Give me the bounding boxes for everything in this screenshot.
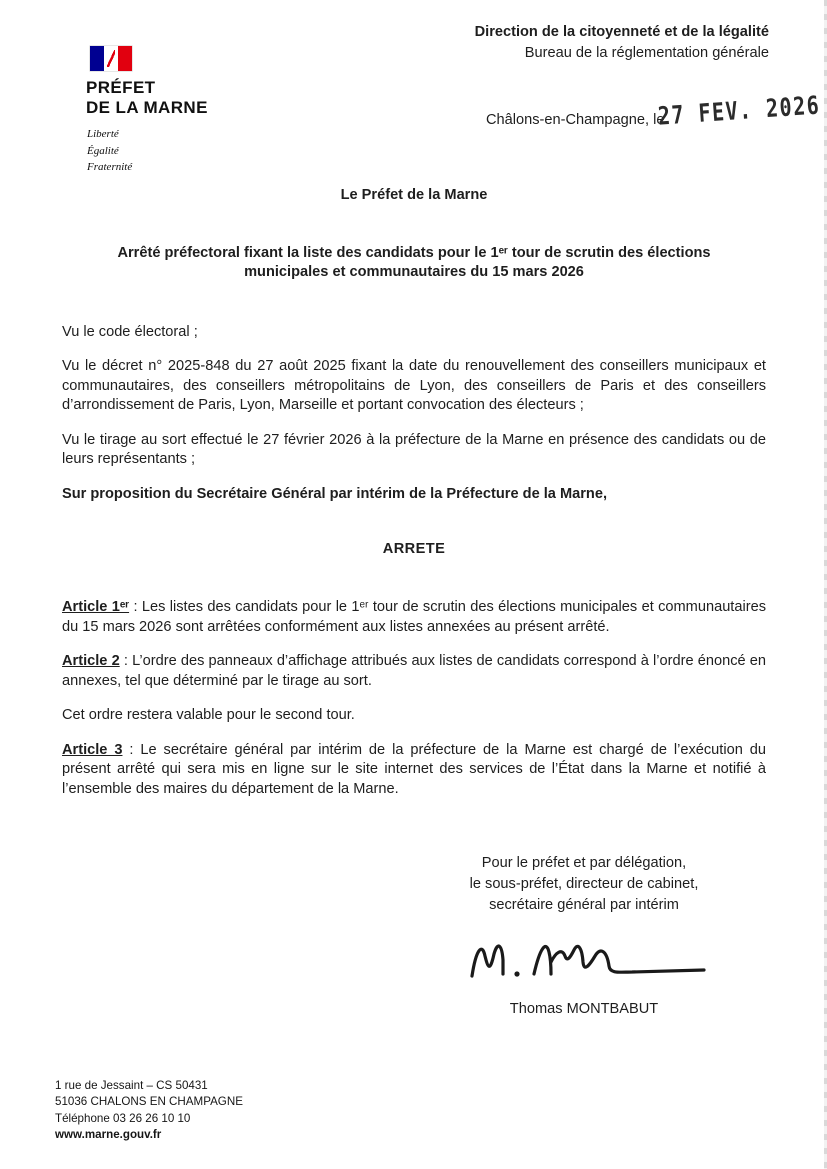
motto-egalite: Égalité — [87, 144, 119, 157]
signature-line-1: Pour le préfet et par délégation, — [481, 855, 687, 872]
direction-name: Direction de la citoyenneté et de la légalité — [474, 24, 769, 40]
arrete-heading: ARRETE — [382, 541, 446, 558]
visa-decret: Vu le décret n° 2025-848 du 27 août 2025 fixant la date du renouvellement des conseillers municipaux et communautaires, des conseillers métropolitains de Lyon, des conseillers de Paris et des conseillers d’arrondissement de Paris, Lyon, Marseille et portant convocation des électeurs ; — [62, 358, 766, 414]
flag-blue-stripe — [90, 46, 104, 71]
footer-city: 51036 CHALONS EN CHAMPAGNE — [55, 1095, 243, 1109]
logo-title-line2: DE LA MARNE — [86, 98, 208, 118]
handwritten-signature — [420, 926, 754, 997]
visa-tirage-au-sort: Vu le tirage au sort effectué le 27 février 2026 à la préfecture de la Marne en présence des candidats ou de leurs représentants ; — [62, 431, 766, 468]
article-2 — [62, 652, 766, 691]
footer-website: www.marne.gouv.fr — [55, 1127, 162, 1141]
article-3-text: : Le secrétaire général par intérim de la préfecture de la Marne est chargé de l’exécution du présent arrêté qui sera mis en ligne sur le site internet des services de l’État dans la Marne et notifié à l’ensemble des maires du département de la Marne. — [62, 741, 766, 797]
date-stamp: 27 FEV. 2026 — [656, 89, 822, 131]
signatory-name: Thomas MONTBABUT — [509, 1001, 659, 1018]
bureau-name: Bureau de la réglementation générale — [524, 44, 769, 61]
signature-line-2: le sous-préfet, directeur de cabinet, — [469, 876, 699, 893]
signature-capacity-lines — [414, 853, 754, 915]
second-tour-note: Cet ordre restera valable pour le second tour. — [62, 707, 355, 724]
motto-liberte: Liberté — [87, 128, 119, 141]
french-flag-icon — [90, 46, 132, 71]
document-body — [62, 186, 766, 1020]
article-2-label: Article 2 — [62, 653, 120, 670]
article-1 — [62, 598, 766, 637]
logo-title-line1: PRÉFET — [86, 78, 156, 97]
article-3-label: Article 3 — [62, 741, 123, 758]
article-2-text: : L’ordre des panneaux d’affichage attribués aux listes de candidats correspond à l’ordre énoncé en annexes, tel que déterminé par le tirage au sort. — [62, 653, 766, 689]
motto-fraternite: Fraternité — [87, 161, 133, 174]
signature-line-3: secrétaire général par intérim — [489, 896, 679, 913]
signature-scrawl-svg — [462, 926, 712, 990]
signature-block — [414, 853, 754, 1019]
article-1-text: : Les listes des candidats pour le 1ᵉʳ tour de scrutin des élections municipales et communautaires du 15 mars 2026 sont arrêtées conformément aux listes annexées au présent arrêté. — [62, 599, 766, 635]
issuing-service-header — [475, 22, 769, 63]
issuer-title: Le Préfet de la Marne — [340, 187, 488, 203]
flag-white-stripe — [104, 46, 118, 71]
footer-phone: Téléphone 03 26 26 10 10 — [55, 1111, 191, 1125]
document-title: Arrêté préfectoral fixant la liste des candidats pour le 1ᵉʳ tour de scrutin des élections municipales et communautaires du 15 mars 2026 — [117, 244, 711, 281]
flag-red-stripe — [118, 46, 132, 71]
footer-address: 1 rue de Jessaint – CS 50431 — [55, 1079, 208, 1093]
republic-motto — [87, 126, 208, 176]
visa-code-electoral: Vu le code électoral ; — [62, 323, 198, 340]
prefecture-logo — [86, 46, 208, 176]
prefecture-footer — [55, 1078, 243, 1143]
article-3 — [62, 741, 766, 800]
proposition-line: Sur proposition du Secrétaire Général par intérim de la Préfecture de la Marne, — [62, 485, 607, 502]
article-1-label: Article 1ᵉʳ — [62, 599, 130, 616]
place-and-date-line: Châlons-en-Champagne, le — [486, 112, 665, 128]
